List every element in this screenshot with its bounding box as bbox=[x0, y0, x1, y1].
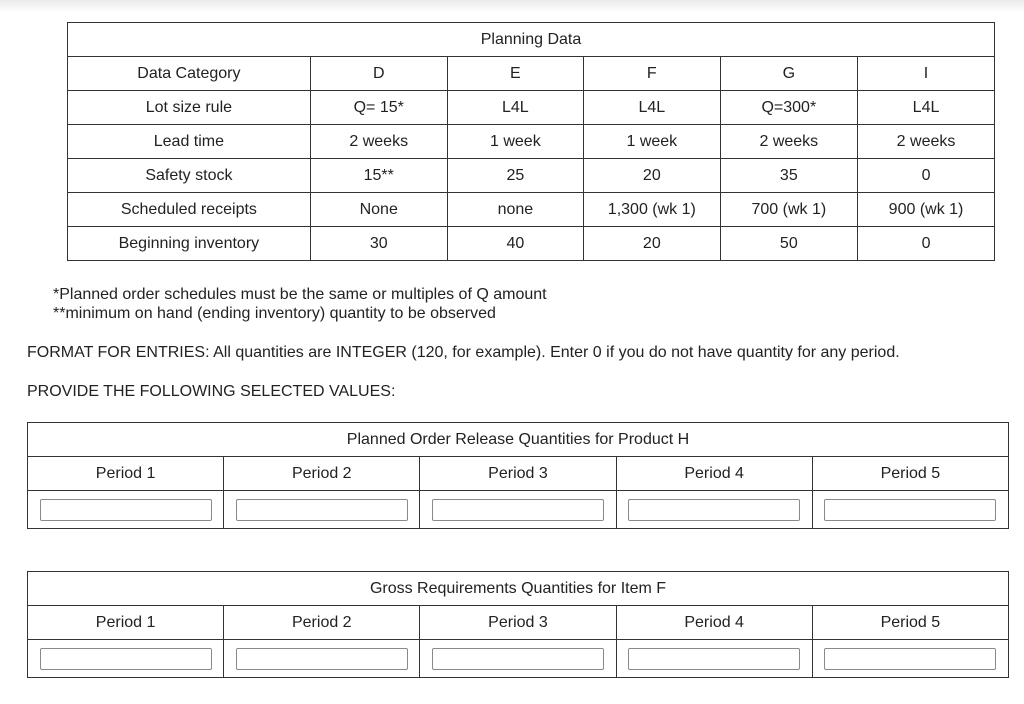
cell-e: L4L bbox=[447, 91, 583, 125]
cell-g: Q=300* bbox=[720, 91, 857, 125]
por-period-3-label: Period 3 bbox=[420, 457, 616, 491]
por-input-cell bbox=[28, 491, 224, 529]
por-period-4-input[interactable] bbox=[628, 499, 800, 521]
row-lot-size-rule bbox=[68, 91, 995, 125]
cell-e: 25 bbox=[447, 159, 583, 193]
cell-f: 20 bbox=[584, 227, 721, 261]
cell-d: 2 weeks bbox=[310, 125, 447, 159]
cell-i: 900 (wk 1) bbox=[858, 193, 995, 227]
por-period-5-label: Period 5 bbox=[812, 457, 1008, 491]
cell-e: 1 week bbox=[447, 125, 583, 159]
row-beginning-inventory bbox=[68, 227, 995, 261]
cell-g: 700 (wk 1) bbox=[720, 193, 857, 227]
gr-period-row bbox=[28, 606, 1009, 640]
por-input-cell bbox=[224, 491, 420, 529]
cell-f: 1 week bbox=[584, 125, 721, 159]
por-period-2-input[interactable] bbox=[236, 499, 408, 521]
por-period-row bbox=[28, 457, 1009, 491]
planning-data-table bbox=[67, 22, 995, 261]
row-label: Lead time bbox=[68, 125, 311, 159]
row-label: Beginning inventory bbox=[68, 227, 311, 261]
gr-title-row bbox=[28, 572, 1009, 606]
gr-input-cell bbox=[812, 640, 1008, 678]
col-header-g: G bbox=[720, 57, 857, 91]
footnote-q-multiple: *Planned order schedules must be the same or multiples of Q amount bbox=[53, 286, 547, 303]
top-shadow bbox=[0, 0, 1024, 12]
cell-i: 0 bbox=[858, 159, 995, 193]
col-header-f: F bbox=[584, 57, 721, 91]
cell-f: 20 bbox=[584, 159, 721, 193]
por-input-cell bbox=[616, 491, 812, 529]
gr-period-1-label: Period 1 bbox=[28, 606, 224, 640]
cell-g: 50 bbox=[720, 227, 857, 261]
cell-d: Q= 15* bbox=[310, 91, 447, 125]
col-header-e: E bbox=[447, 57, 583, 91]
planning-title: Planning Data bbox=[68, 23, 995, 57]
por-period-1-label: Period 1 bbox=[28, 457, 224, 491]
cell-g: 35 bbox=[720, 159, 857, 193]
gr-period-5-input[interactable] bbox=[824, 648, 996, 670]
row-safety-stock bbox=[68, 159, 995, 193]
por-input-cell bbox=[812, 491, 1008, 529]
por-period-1-input[interactable] bbox=[40, 499, 212, 521]
gr-input-row bbox=[28, 640, 1009, 678]
row-label: Safety stock bbox=[68, 159, 311, 193]
footnotes bbox=[53, 285, 547, 323]
cell-f: L4L bbox=[584, 91, 721, 125]
gr-period-4-input[interactable] bbox=[628, 648, 800, 670]
por-period-3-input[interactable] bbox=[432, 499, 604, 521]
gr-period-2-label: Period 2 bbox=[224, 606, 420, 640]
gr-period-3-label: Period 3 bbox=[420, 606, 616, 640]
footnote-min-on-hand: **minimum on hand (ending inventory) quantity to be observed bbox=[53, 305, 496, 322]
planned-order-release-table bbox=[27, 422, 1009, 529]
gr-input-cell bbox=[420, 640, 616, 678]
cell-d: 15** bbox=[310, 159, 447, 193]
por-period-4-label: Period 4 bbox=[616, 457, 812, 491]
cell-i: L4L bbox=[858, 91, 995, 125]
por-input-row bbox=[28, 491, 1009, 529]
por-title: Planned Order Release Quantities for Product H bbox=[28, 423, 1009, 457]
gr-input-cell bbox=[616, 640, 812, 678]
gr-period-4-label: Period 4 bbox=[616, 606, 812, 640]
cell-e: 40 bbox=[447, 227, 583, 261]
col-header-i: I bbox=[858, 57, 995, 91]
gross-requirements-table bbox=[27, 571, 1009, 678]
cell-i: 0 bbox=[858, 227, 995, 261]
gr-period-3-input[interactable] bbox=[432, 648, 604, 670]
gr-period-5-label: Period 5 bbox=[812, 606, 1008, 640]
col-header-d: D bbox=[310, 57, 447, 91]
gr-period-1-input[interactable] bbox=[40, 648, 212, 670]
cell-d: 30 bbox=[310, 227, 447, 261]
row-label: Scheduled receipts bbox=[68, 193, 311, 227]
row-label: Lot size rule bbox=[68, 91, 311, 125]
data-category-header: Data Category bbox=[68, 57, 311, 91]
planning-header-row bbox=[68, 57, 995, 91]
provide-instructions: PROVIDE THE FOLLOWING SELECTED VALUES: bbox=[27, 383, 396, 400]
gr-input-cell bbox=[224, 640, 420, 678]
cell-d: None bbox=[310, 193, 447, 227]
gr-input-cell bbox=[28, 640, 224, 678]
planning-title-row bbox=[68, 23, 995, 57]
por-period-5-input[interactable] bbox=[824, 499, 996, 521]
cell-e: none bbox=[447, 193, 583, 227]
cell-g: 2 weeks bbox=[720, 125, 857, 159]
cell-i: 2 weeks bbox=[858, 125, 995, 159]
por-input-cell bbox=[420, 491, 616, 529]
por-title-row bbox=[28, 423, 1009, 457]
gr-period-2-input[interactable] bbox=[236, 648, 408, 670]
por-period-2-label: Period 2 bbox=[224, 457, 420, 491]
row-lead-time bbox=[68, 125, 995, 159]
row-scheduled-receipts bbox=[68, 193, 995, 227]
cell-f: 1,300 (wk 1) bbox=[584, 193, 721, 227]
gr-title: Gross Requirements Quantities for Item F bbox=[28, 572, 1009, 606]
format-instructions: FORMAT FOR ENTRIES: All quantities are INTEGER (120, for example). Enter 0 if you do not have quantity for any period. bbox=[27, 344, 900, 361]
